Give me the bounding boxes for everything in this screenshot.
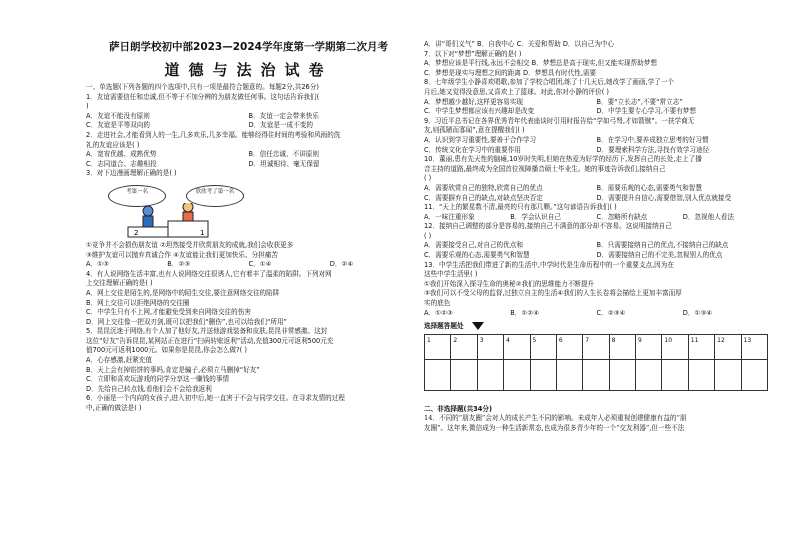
option-choice[interactable]: D．坦诚相待、毫无保留 — [248, 159, 320, 168]
answer-blank-cell[interactable] — [583, 359, 609, 390]
question-line: ( ) — [424, 174, 432, 183]
podium-label-1: 1 — [200, 228, 205, 237]
answer-blank-cell[interactable] — [609, 359, 635, 390]
answer-number-cell: 9 — [636, 334, 662, 359]
answer-number-cell: 13 — [741, 334, 768, 359]
option-row — [424, 184, 769, 194]
answer-blank-row — [425, 359, 768, 390]
answer-number-cell: 2 — [451, 334, 477, 359]
question-line: 7．以下对“梦想”理解正确的是( ) — [424, 49, 522, 58]
question-line: ③维护友谊可以抛弃真诚合作 ④友谊能让我们更加快乐、分担痛苦 — [86, 250, 278, 259]
option-choice[interactable]: C．志同道合、志趣相投 — [86, 159, 157, 168]
section-two-title: 二、非选择题(共34分) — [424, 404, 492, 413]
answer-number-cell: 8 — [609, 334, 635, 359]
option-row — [424, 309, 769, 319]
question-line: ) — [86, 102, 89, 111]
question-line: 13．中学生活把我们带进了新的生活中,中学时代是生命历程中的一个重要支点,因为在 — [424, 260, 674, 269]
question-line: 这位“好友”告诉昆昆,某网站正在进行“扫码转账返利”活动,充值300元可返利500元充 — [86, 336, 334, 345]
option-row — [424, 98, 769, 108]
option-choice[interactable]: B．学会认识自己 — [510, 212, 561, 221]
answer-number-cell: 12 — [715, 334, 741, 359]
answer-sheet-label — [424, 322, 769, 332]
answer-number-cell: 7 — [583, 334, 609, 359]
option-choice[interactable]: D．需要提升自信心,需要借智,别人优点就接受 — [596, 193, 732, 202]
option-row — [424, 146, 769, 156]
answer-blank-cell[interactable] — [451, 359, 477, 390]
answer-grid — [424, 334, 768, 391]
question-line: A．网上交往是陌生的,是网络中的陌生交往,要注意网络交往的陷阱 — [86, 288, 280, 297]
option-choice[interactable]: D．②④ — [329, 260, 354, 269]
answer-blank-cell[interactable] — [504, 359, 530, 390]
question-line: 1．友谊需要信任和忠诚,但不等于不加分辨的为朋友做任何事。这句话告诉我们( — [86, 92, 320, 101]
answer-blank-cell[interactable] — [425, 359, 451, 390]
question-line: B．天上会有掉馅饼的事吗,肯定是骗子,必须立马删掉“好友” — [86, 365, 260, 374]
speech-bubble-left: 考第一名 — [108, 185, 166, 207]
question-line: C．立即和喜欢玩游戏的同学分享这一赚钱的事情 — [86, 375, 230, 384]
option-choice[interactable]: C．需要乐观的心态,需要勇气和智慧 — [424, 251, 530, 260]
option-choice[interactable]: D．要理索科学方法,寻找有效学习途径 — [596, 145, 710, 154]
answer-number-cell: 1 — [425, 334, 451, 359]
option-choice[interactable]: D．中学生要专心学习,不要有梦想 — [596, 107, 696, 116]
question-line: ③我们可以不受父母的监督,过独立自主的生活④我们的人生长卷将会描绘上更加丰富而厚 — [424, 289, 682, 298]
podium-label-2: 2 — [134, 228, 139, 237]
option-choice[interactable]: A．①③ — [86, 260, 109, 269]
option-choice[interactable]: A．友谊不能没有原则 — [86, 111, 150, 120]
answer-blank-cell[interactable] — [636, 359, 662, 390]
answer-number-cell: 11 — [688, 334, 714, 359]
option-choice[interactable]: B．①②④ — [510, 308, 540, 317]
option-row — [86, 112, 411, 122]
question-line: 3．对下边漫画理解正确的是( ) — [86, 169, 177, 178]
question-line: D．先给自己转点钱,看他们会不会给我返利 — [86, 384, 212, 393]
option-choice[interactable]: B．只需要接纳自己的优点,不接纳自己的缺点 — [596, 241, 729, 250]
option-choice[interactable]: C．中学生梦想都应该有兴趣却是改变 — [424, 107, 535, 116]
option-choice[interactable]: B．②③ — [167, 260, 191, 269]
question-line: 实的底色 — [424, 299, 451, 308]
option-choice[interactable]: D．需要接纳自己的不完美,忽视别人的优点 — [596, 251, 723, 260]
cartoon-illustration — [86, 181, 411, 239]
option-choice[interactable]: C．忽略所有缺点 — [596, 212, 648, 221]
question-line: 礼的友谊应该是( ) — [86, 140, 140, 149]
option-choice[interactable]: A．需要接受自己,对自己的优点和 — [424, 241, 523, 250]
left-column — [86, 0, 411, 414]
question-line: C．中学生只有不上网,才能避免受到来自网络交往的伤害 — [86, 308, 251, 317]
answer-number-cell: 3 — [477, 334, 503, 359]
option-choice[interactable]: B．友谊一定会带来快乐 — [248, 111, 319, 120]
question-line: 12．接纳自己调整的部分是容易的,接纳自己不满意的部分却不容易。这说明接纳自己 — [424, 222, 672, 231]
school-exam-title: 萨日朗学校初中部2023—2024学年度第一学期第二次月考 — [109, 41, 388, 53]
answer-blank-cell[interactable] — [662, 359, 688, 390]
option-choice[interactable]: D．①③④ — [682, 308, 713, 317]
option-choice[interactable]: B．在学习中,要养成独立思考的好习惯 — [596, 135, 709, 144]
option-row — [424, 241, 769, 251]
question-line: 值700元可返利1000元。如果你是昆昆,你会怎么做?( ) — [86, 346, 247, 355]
question-line: A．梦想应该是平行线,永远不会相交 B．梦想总是高于现实,但又能实现帮助梦想 — [424, 59, 657, 68]
question-line: 中,正确的做法是( ) — [86, 404, 142, 413]
question-line: B．网上交往可以拒绝网络的交往圈 — [86, 298, 190, 307]
answer-blank-cell[interactable] — [530, 359, 556, 390]
answer-number-cell: 10 — [662, 334, 688, 359]
question-line: ①我们开始深入探寻生命的奥秘②我们的思维能力不断提升 — [424, 279, 595, 288]
subject-title: 道德与法治试卷 — [164, 61, 333, 79]
option-choice[interactable]: C．友谊是平等双向的 — [86, 121, 150, 130]
option-choice[interactable]: A．梦想越少越好,这样更容易实现 — [424, 97, 523, 106]
option-choice[interactable]: A．①②③ — [424, 308, 453, 317]
option-choice[interactable]: C．①④ — [248, 260, 272, 269]
option-choice[interactable]: D．友谊是一成不变的 — [248, 121, 313, 130]
option-choice[interactable]: C．需要摒弃自己的缺点,对缺点坚决否定 — [424, 193, 543, 202]
option-row — [424, 213, 769, 223]
option-row — [424, 107, 769, 117]
question-line: 9．习近平总书记在各界优秀青年代表座谈时引用时报告给“学如弓弩,才如箭镞”。一扶学商无 — [424, 116, 695, 125]
option-row — [424, 194, 769, 204]
speech-bubble-right: 欣欣考了第一名 — [186, 185, 244, 207]
answer-sheet-label-text: 选择题答题处 — [424, 322, 464, 331]
question-line: A．讲“哥们义气” B．自我中心 C．关爱和帮助 D．以自己为中心 — [424, 40, 615, 48]
option-row — [86, 160, 411, 170]
option-choice[interactable]: A．认识到学习重要性,要善于合作学习 — [424, 135, 537, 144]
question-line: 8．七年级学生小静喜欢唱歌,参加了学校合唱团,练了十几天后,她改学了画画,学了一个 — [424, 78, 674, 87]
option-choice[interactable]: C．传统文化在学习中的重要作用 — [424, 145, 521, 154]
option-choice[interactable]: C．②③④ — [596, 308, 626, 317]
question-line: 音主持的道路,最终成为全国首位视障播音硕士毕业生。她的事迹告诉我们,接纳自己 — [424, 164, 666, 173]
question-line: A．心存感激,赶紧充值 — [86, 356, 152, 365]
question-line: 月后,她又觉得没意思,又喜欢上了篮球。对此,你对小静的评价( ) — [424, 87, 609, 96]
top-spacer — [424, 0, 769, 40]
question-line: 这些中学生活里( ) — [424, 270, 478, 279]
question-line: 11．“天上的繁星数不清,最亮的只有那几颗。”这句谚语告诉我们( ) — [424, 203, 617, 212]
right-column — [424, 0, 769, 434]
option-choice[interactable]: B．信任忠诚、不讲原则 — [248, 150, 319, 159]
question-line: 友,则孤陋而寡闻”,意在提醒我们( ) — [424, 126, 525, 135]
option-choice[interactable]: A．宽宥优越、成熟优势 — [86, 150, 157, 159]
answer-blank-cell[interactable] — [556, 359, 582, 390]
answer-blank-cell[interactable] — [688, 359, 714, 390]
option-choice[interactable]: B．要“立长志”,不要“常立志” — [596, 97, 683, 106]
option-row — [424, 251, 769, 261]
answer-number-cell: 5 — [530, 334, 556, 359]
question-14-line: 14．不同的“朋友圈”会对人的成长产生不同的影响。未成年人必须重视创建健康有益的“朋 — [424, 414, 687, 423]
question-line: 4．有人说网络生活丰富,也有人说网络交往很诱人,它有着丰了温柔的陷阱。下列对网 — [86, 269, 332, 278]
option-row — [86, 150, 411, 160]
question-line: 10．董丽,患有先天性的脑瘫,10岁时失明,但她在热爱为好学的经历下,发挥自己的长处,走上了播 — [424, 155, 702, 164]
arrow-down-icon — [472, 322, 484, 330]
question-line: 5．昆昆沉迷于网络,有个人加了他好友,并送他游戏装备和皮肤,昆昆非常感激。这封 — [86, 327, 328, 336]
question-line: 一、单选题(下列各题的四个选项中,只有一项是最符合题意的。每题2分,共26分) — [86, 83, 319, 91]
option-choice[interactable]: A．需要欣赏自己的独特,欣赏自己的优点 — [424, 183, 543, 192]
answer-number-cell: 6 — [556, 334, 582, 359]
question-line: ①竞争并不会损伤朋友谊 ②坦然接受并欣赏朋友的成就,我们会收获更多 — [86, 240, 294, 249]
question-line: 上交往理解正确的是( ) — [86, 279, 153, 288]
option-row — [86, 121, 411, 131]
option-choice[interactable]: D．忽视他人看法 — [682, 212, 734, 221]
option-row — [424, 136, 769, 146]
question-line: 2．走进社会,才能看到人的一生,几多欢乐,几多幸福。能够经得住时间的考验和风雨的洗 — [86, 130, 341, 139]
question-line: ( ) — [424, 231, 432, 240]
option-row — [86, 260, 411, 270]
answer-number-row — [425, 334, 768, 359]
question-line: D．网上交往像一把双刃剑,既可以把我们“删伤”,也可以给我们“所用” — [86, 317, 287, 326]
answer-blank-cell[interactable] — [477, 359, 503, 390]
answer-blank-cell[interactable] — [741, 359, 768, 390]
question-line: C．梦想是现实与理想之间的距离 D．梦想具有时代性,需要 — [424, 68, 597, 77]
two-students-podium-icon — [126, 203, 246, 239]
question-14-line: 友圈”。这年来,微信成为一种生活新常态,也成为很多青少年的一个“交友利器”,但一些不法 — [424, 424, 685, 432]
option-choice[interactable]: A．一味注重形象 — [424, 212, 475, 221]
answer-number-cell: 4 — [504, 334, 530, 359]
question-line: 6．小丽是一个内向的女孩子,进入初中后,她一直害于不会与同学交往。在寻求友情的过程 — [86, 394, 345, 403]
option-choice[interactable]: B．需要乐观的心态,需要勇气和智慧 — [596, 183, 703, 192]
answer-blank-cell[interactable] — [715, 359, 741, 390]
